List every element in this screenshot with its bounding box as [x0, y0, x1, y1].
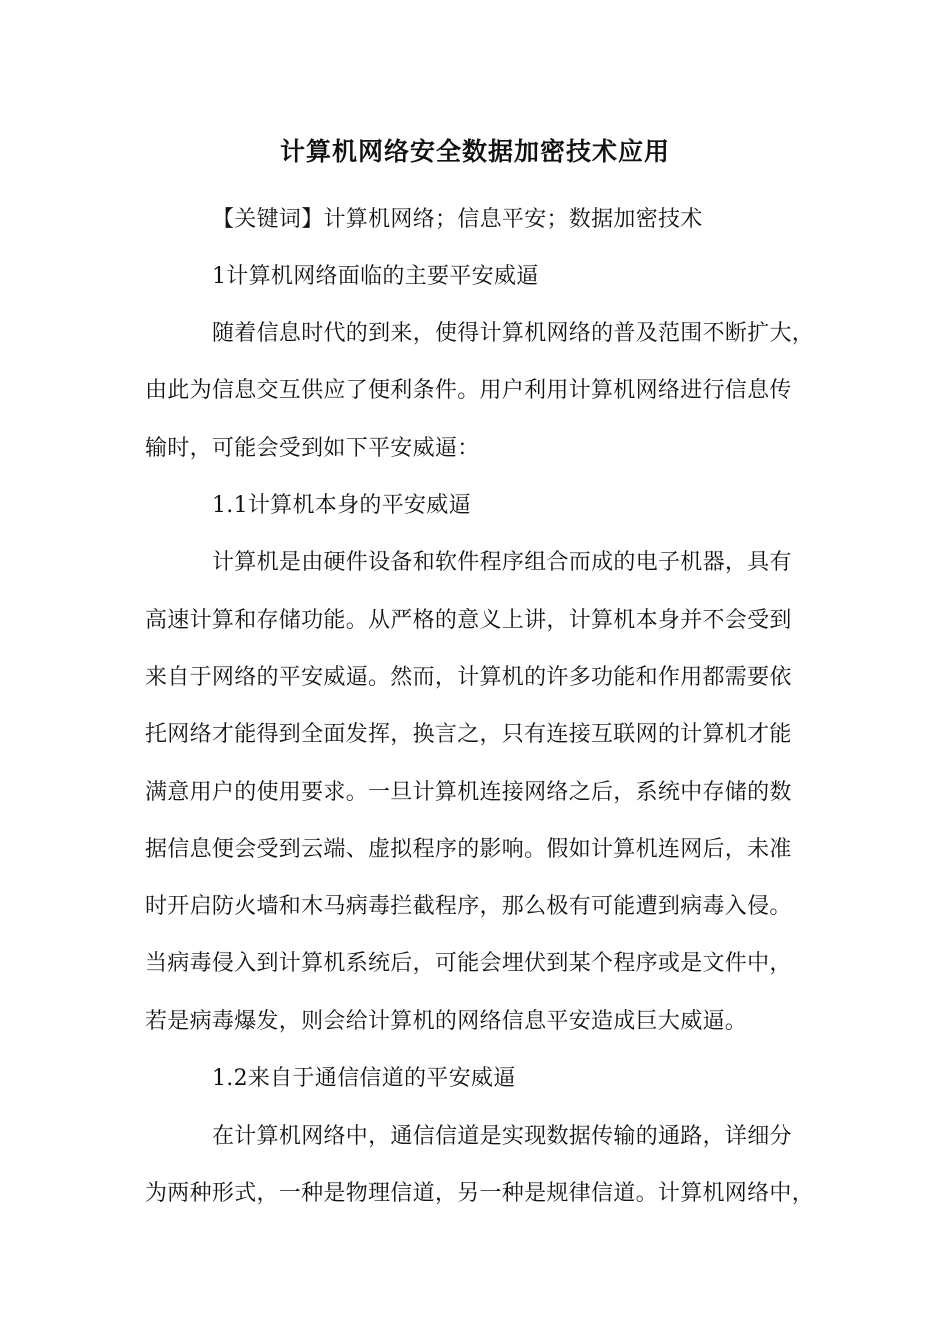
- paragraph-line: 当病毒侵入到计算机系统后，可能会埋伏到某个程序或是文件中，: [145, 951, 792, 976]
- paragraph-line: 输时，可能会受到如下平安威逼：: [145, 436, 480, 461]
- paragraph-line: 计算机是由硬件设备和软件程序组合而成的电子机器，具有: [212, 550, 792, 575]
- paragraph-line: 来自于网络的平安威逼。然而，计算机的许多功能和作用都需要依: [145, 665, 792, 690]
- paragraph-line: 高速计算和存储功能。从严格的意义上讲，计算机本身并不会受到: [145, 608, 792, 633]
- paragraph-line: 随着信息时代的到来，使得计算机网络的普及范围不断扩大，: [212, 321, 815, 346]
- paragraph-line: 由此为信息交互供应了便利条件。用户利用计算机网络进行信息传: [145, 378, 792, 403]
- document-title: 计算机网络安全数据加密技术应用: [279, 137, 670, 166]
- paragraph-line: 据信息便会受到云端、虚拟程序的影响。假如计算机连网后，未准: [145, 837, 792, 862]
- paragraph-line: 若是病毒爆发，则会给计算机的网络信息平安造成巨大威逼。: [145, 1009, 748, 1034]
- section-heading-1: 1计算机网络面临的主要平安威逼: [212, 264, 539, 289]
- section-heading-1-2: 1.2来自于通信信道的平安威逼: [212, 1066, 516, 1091]
- section-heading-1-1: 1.1计算机本身的平安威逼: [212, 493, 471, 518]
- paragraph-line: 托网络才能得到全面发挥，换言之，只有连接互联网的计算机才能: [145, 722, 792, 747]
- paragraph-line: 在计算机网络中，通信信道是实现数据传输的通路，详细分: [212, 1124, 792, 1149]
- paragraph-line: 为两种形式，一种是物理信道，另一种是规律信道。计算机网络中，: [145, 1181, 815, 1206]
- keywords-line: 【关键词】计算机网络；信息平安；数据加密技术: [212, 207, 703, 232]
- paragraph-line: 满意用户的使用要求。一旦计算机连接网络之后，系统中存储的数: [145, 780, 792, 805]
- paragraph-line: 时开启防火墙和木马病毒拦截程序，那么极有可能遭到病毒入侵。: [145, 894, 792, 919]
